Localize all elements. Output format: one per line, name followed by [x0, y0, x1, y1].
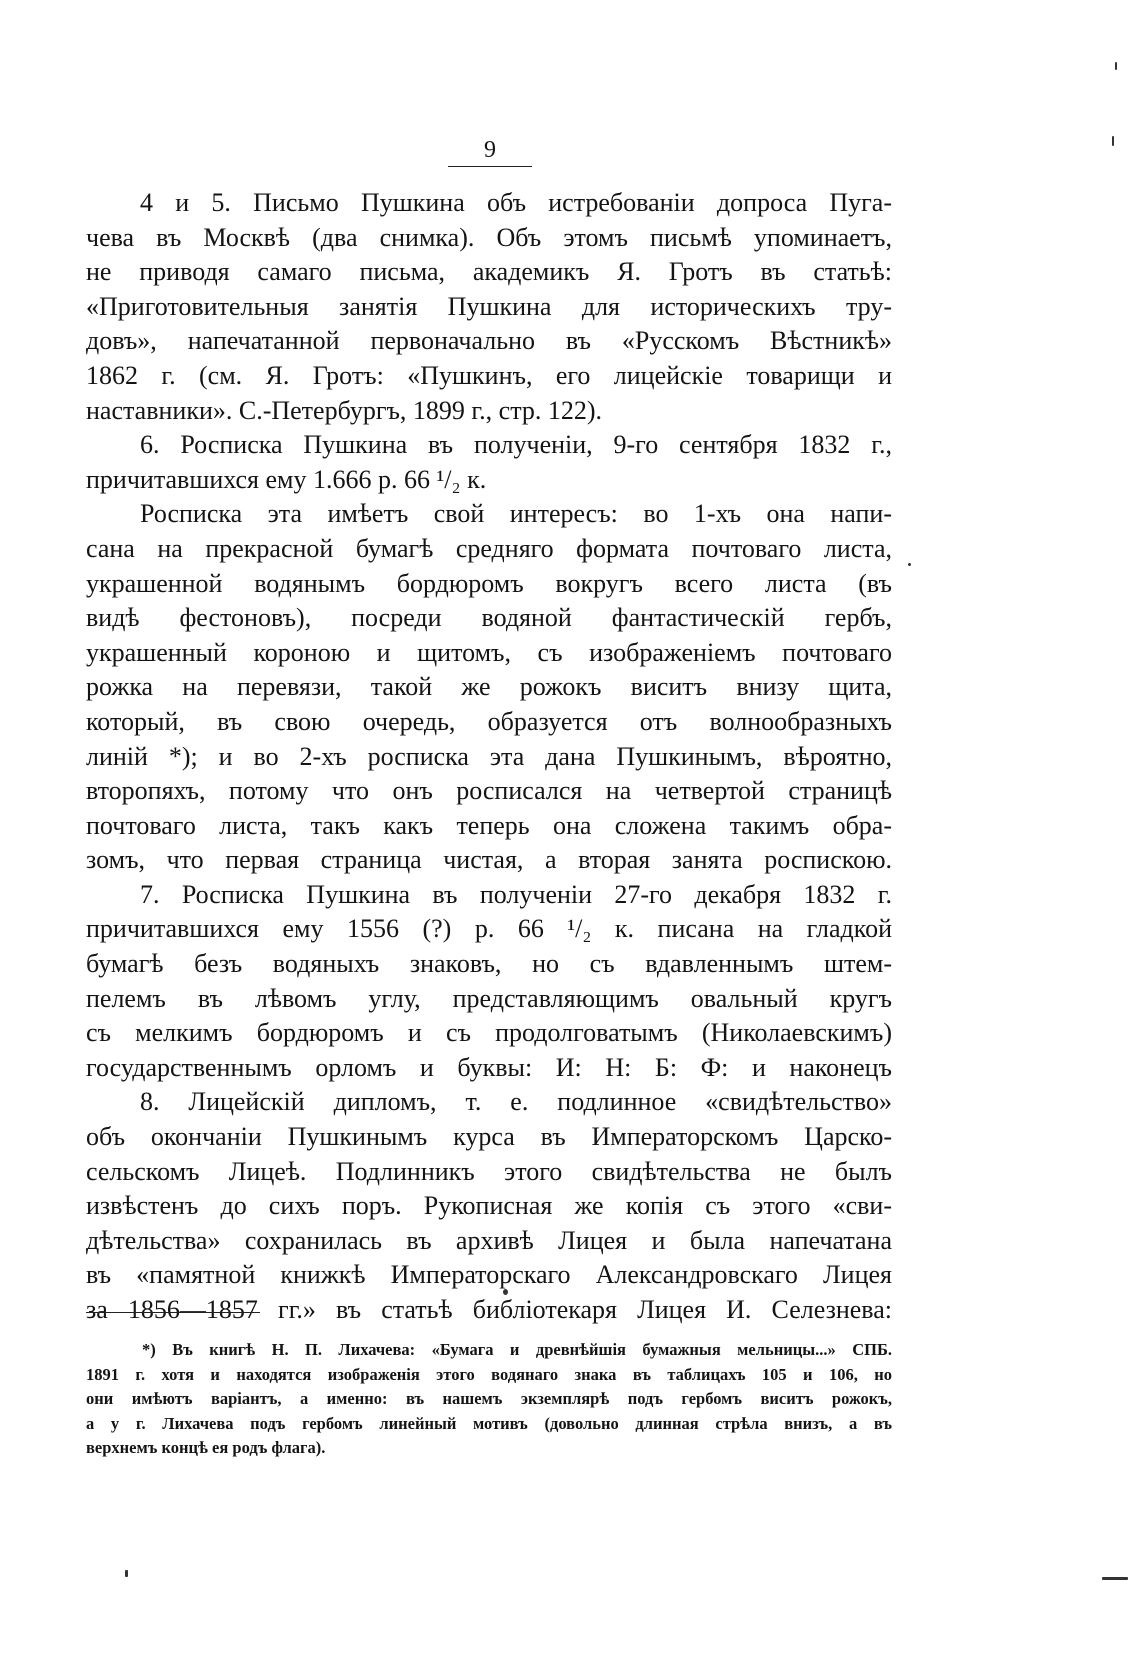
text-line: 6. Росписка Пушкина въ полученiи, 9-го сентября 1832 г.,	[140, 430, 892, 460]
text-line: довъ», напечатанной первоначально въ «Русскомъ Вѣстникѣ»	[86, 326, 892, 356]
text-line: съ мелкимъ бордюромъ и съ продолговатымъ (Николаевскимъ)	[86, 1018, 892, 1048]
text-line: извѣстенъ до сихъ поръ. Рукописная же копія съ этого «сви-	[86, 1191, 892, 1221]
text-line: причитавшихся ему 1556 (?) р. 66 ¹/₂ к. писана на гладкой	[86, 914, 892, 944]
text-line: рожка на перевязи, такой же рожокъ виситъ внизу щита,	[86, 672, 892, 702]
text-line: дѣтельства» сохранилась въ архивѣ Лицея и была напечатана	[86, 1225, 892, 1255]
text-line: который, въ свою очередь, образуется отъ волнообразныхъ	[86, 706, 892, 736]
page-number: 9	[448, 136, 532, 167]
text-line: 8. Лицейскій дипломъ, т. е. подлинное «свидѣтельство»	[140, 1087, 892, 1117]
scan-speck	[1112, 136, 1114, 146]
text-line: пелемъ въ лѣвомъ углу, представляющимъ овальный кругъ	[86, 983, 892, 1013]
text-line: государственнымъ орломъ и буквы: И: Н: Б: Ф: и наконецъ	[86, 1052, 892, 1082]
scan-speck	[1102, 1577, 1128, 1580]
text-line: бумагѣ безъ водяныхъ знаковъ, но съ вдавленнымъ штем-	[86, 949, 892, 979]
footnote-line: они имѣютъ варіантъ, а именно: въ нашемъ экземплярѣ подъ гербомъ виситъ рожокъ,	[86, 1389, 892, 1409]
text-line: украшенной водянымъ бордюромъ вокругъ всего листа (въ	[86, 568, 892, 598]
text-line: сельскомъ Лицеѣ. Подлинникъ этого свидѣтельства не былъ	[86, 1156, 892, 1186]
text-line: видѣ фестоновъ), посреди водяной фантастическій гербъ,	[86, 603, 892, 633]
text-line: причитавшихся ему 1.666 р. 66 ¹/₂ к.	[86, 464, 487, 494]
footnote	[86, 1338, 892, 1461]
footnote-line: 1891 г. хотя и находятся изображенія этого водянаго знака въ таблицахъ 105 и 106, но	[86, 1364, 892, 1384]
text-line: 7. Росписка Пушкина въ полученiи 27-го декабря 1832 г.	[140, 879, 892, 909]
text-line: сана на прекрасной бумагѣ средняго формата почтоваго листа,	[86, 533, 892, 563]
text-line: 1862 г. (см. Я. Гротъ: «Пушкинъ, его лицейскіе товарищи и	[86, 360, 892, 390]
scan-speck	[1115, 62, 1117, 70]
scan-speck	[503, 1289, 508, 1295]
footnote-line: а у г. Лихачева подъ гербомъ линейный мотивъ (довольно длинная стрѣла внизъ, а въ	[86, 1413, 892, 1433]
text-line: почтоваго листа, такъ какъ теперь она сложена такимъ обра-	[86, 810, 892, 840]
scan-speck	[908, 563, 911, 566]
text-line: чева въ Москвѣ (два снимка). Объ этомъ письмѣ упоминаетъ,	[86, 222, 892, 252]
text-line: 4 и 5. Письмо Пушкина объ истребованiи допроса Пуга-	[140, 188, 892, 217]
text-line: въ «памятной книжкѣ Императорскаго Александровскаго Лицея	[86, 1260, 892, 1290]
text-line: не приводя самаго письма, академикъ Я. Гротъ въ статьѣ:	[86, 257, 892, 287]
text-line: второпяхъ, потому что онъ росписался на четвертой страницѣ	[86, 776, 892, 806]
scan-speck	[125, 1570, 128, 1577]
text-line: объ окончаніи Пушкинымъ курса въ Императорскомъ Царско-	[86, 1122, 892, 1152]
footnote-line: верхнемъ концѣ ея родъ флага).	[86, 1438, 326, 1458]
main-text	[86, 186, 892, 1328]
text-line: «Приготовительныя занятія Пушкина для историческихъ тру-	[86, 291, 892, 321]
text-line: зомъ, что первая страница чистая, а вторая занята роспискою.	[86, 845, 892, 875]
text-line: украшенный короною и щитомъ, съ изображеніемъ почтоваго	[86, 637, 892, 667]
footnote-divider	[86, 1312, 260, 1313]
text-line: линій *); и во 2-хъ росписка эта дана Пушкинымъ, вѣроятно,	[86, 741, 892, 771]
footnote-line: *) Въ книгѣ Н. П. Лихачева: «Бумага и древнѣйшія бумажныя мельницы...» СПБ.	[142, 1340, 892, 1359]
text-line: за 1856—1857 гг.» въ статьѣ библіотекаря Лицея И. Селезнева:	[86, 1295, 892, 1324]
text-line: наставники». С.-Петербургъ, 1899 г., стр. 122).	[86, 395, 603, 425]
text-line: Росписка эта имѣетъ свой интересъ: во 1-хъ она напи-	[140, 499, 892, 529]
